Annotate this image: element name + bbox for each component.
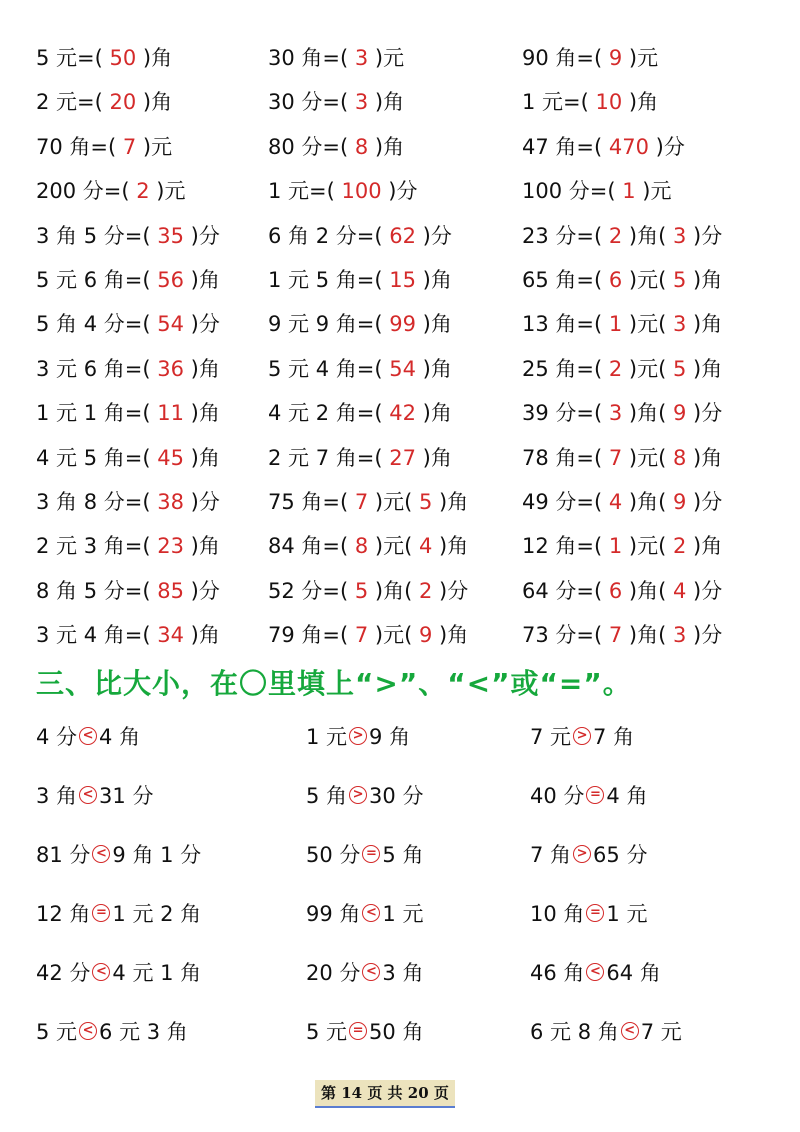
expression-text: )分 bbox=[183, 578, 220, 603]
expression-text: )角 bbox=[432, 534, 469, 559]
expression-text: 52 分=( bbox=[268, 578, 355, 603]
answer-value: 3 bbox=[673, 312, 687, 337]
left-amount: 42 分 bbox=[36, 961, 91, 985]
expression-text: 3 元 6 角=( bbox=[36, 356, 158, 381]
left-amount: 6 元 8 角 bbox=[530, 1020, 619, 1044]
right-amount: 6 元 3 角 bbox=[99, 1020, 188, 1044]
answer-value: 7 bbox=[608, 445, 623, 470]
comparison-circle: < bbox=[92, 845, 110, 863]
comparison-problem bbox=[36, 708, 140, 766]
conversion-problem bbox=[522, 80, 658, 124]
answer-value: 7 bbox=[122, 134, 137, 159]
left-amount: 50 分 bbox=[306, 843, 361, 867]
expression-text: )角 bbox=[136, 90, 173, 115]
comparison-circle: = bbox=[92, 904, 110, 922]
answer-value: 4 bbox=[419, 534, 433, 559]
expression-text: )角( bbox=[622, 223, 673, 248]
answer-value: 38 bbox=[157, 490, 184, 514]
answer-value: 15 bbox=[389, 268, 416, 292]
answer-value: 50 bbox=[109, 46, 137, 70]
conversion-problem bbox=[36, 36, 172, 80]
expression-text: )分 bbox=[686, 623, 723, 648]
answer-value: 9 bbox=[608, 46, 623, 70]
answer-value: 35 bbox=[157, 223, 184, 248]
answer-value: 34 bbox=[157, 623, 184, 648]
left-amount: 10 角 bbox=[530, 902, 585, 926]
comparison-circle: < bbox=[92, 963, 110, 981]
conversion-problem bbox=[268, 36, 404, 80]
right-amount: 9 角 bbox=[369, 725, 411, 749]
conversion-problem bbox=[268, 347, 452, 391]
expression-text: )元 bbox=[635, 179, 672, 204]
conversion-problem bbox=[268, 258, 452, 302]
answer-value: 8 bbox=[354, 134, 369, 159]
right-amount: 9 角 1 分 bbox=[112, 843, 202, 867]
comparison-problem bbox=[36, 1003, 188, 1061]
conversion-row bbox=[0, 80, 800, 124]
expression-text: 65 角=( bbox=[522, 268, 609, 292]
left-amount: 7 元 bbox=[530, 725, 572, 749]
right-amount: 50 角 bbox=[369, 1020, 424, 1044]
expression-text: )角( bbox=[622, 490, 673, 514]
answer-value: 2 bbox=[419, 578, 433, 603]
expression-text: )角 bbox=[432, 490, 469, 514]
expression-text: )元 bbox=[368, 46, 405, 70]
answer-value: 6 bbox=[608, 268, 623, 292]
conversion-problem bbox=[522, 214, 722, 258]
answer-value: 1 bbox=[622, 179, 636, 204]
expression-text: )角 bbox=[368, 134, 405, 159]
expression-text: )角 bbox=[415, 401, 452, 426]
left-amount: 12 角 bbox=[36, 902, 91, 926]
expression-text: )角( bbox=[368, 578, 419, 603]
conversion-row bbox=[0, 391, 800, 435]
comparison-circle: < bbox=[79, 786, 97, 804]
expression-text: )角 bbox=[686, 534, 723, 559]
left-amount: 5 元 bbox=[36, 1020, 78, 1044]
expression-text: )角 bbox=[183, 356, 220, 381]
answer-value: 2 bbox=[673, 534, 687, 559]
left-amount: 81 分 bbox=[36, 843, 91, 867]
expression-text: 30 角=( bbox=[268, 46, 355, 70]
answer-value: 36 bbox=[157, 356, 184, 381]
comparison-circle: < bbox=[79, 727, 97, 745]
answer-value: 3 bbox=[354, 90, 369, 115]
answer-value: 3 bbox=[608, 401, 623, 426]
conversion-problem bbox=[522, 125, 685, 169]
answer-value: 9 bbox=[419, 623, 433, 648]
conversion-problem bbox=[36, 613, 220, 657]
right-amount: 5 角 bbox=[382, 843, 424, 867]
expression-text: )元( bbox=[622, 268, 673, 292]
expression-text: )元 bbox=[149, 179, 186, 204]
expression-text: 2 元=( bbox=[36, 90, 110, 115]
right-amount: 1 元 bbox=[606, 902, 648, 926]
expression-text: 47 角=( bbox=[522, 134, 609, 159]
conversion-problem bbox=[36, 524, 220, 568]
conversion-problem bbox=[36, 347, 220, 391]
expression-text: 5 元 6 角=( bbox=[36, 268, 158, 292]
comparison-circle: < bbox=[362, 963, 380, 981]
expression-text: 3 角 8 分=( bbox=[36, 490, 158, 514]
comparison-problem bbox=[36, 885, 201, 943]
left-amount: 99 角 bbox=[306, 902, 361, 926]
comparison-row bbox=[0, 1003, 800, 1061]
conversion-row bbox=[0, 302, 800, 346]
conversion-problem bbox=[268, 391, 452, 435]
answer-value: 2 bbox=[136, 179, 150, 204]
expression-text: 5 角 4 分=( bbox=[36, 312, 158, 337]
answer-value: 5 bbox=[354, 578, 369, 603]
expression-text: )分 bbox=[686, 490, 723, 514]
comparison-problem bbox=[306, 885, 423, 943]
expression-text: 9 元 9 角=( bbox=[268, 312, 390, 337]
right-amount: 4 元 1 角 bbox=[112, 961, 202, 985]
expression-text: 6 角 2 分=( bbox=[268, 223, 390, 248]
expression-text: )元 bbox=[136, 134, 173, 159]
expression-text: )分 bbox=[183, 312, 220, 337]
answer-value: 45 bbox=[157, 445, 184, 470]
expression-text: )元 bbox=[622, 46, 659, 70]
expression-text: )分 bbox=[415, 223, 452, 248]
expression-text: )分 bbox=[648, 134, 685, 159]
expression-text: 4 元 5 角=( bbox=[36, 445, 158, 470]
left-amount: 5 元 bbox=[306, 1020, 348, 1044]
expression-text: 1 元 1 角=( bbox=[36, 401, 158, 426]
expression-text: 30 分=( bbox=[268, 90, 355, 115]
answer-value: 7 bbox=[354, 490, 369, 514]
answer-value: 470 bbox=[608, 134, 649, 159]
answer-value: 1 bbox=[608, 312, 623, 337]
expression-text: 73 分=( bbox=[522, 623, 609, 648]
expression-text: 25 角=( bbox=[522, 356, 609, 381]
comparison-circle: > bbox=[349, 786, 367, 804]
conversion-problem bbox=[522, 524, 722, 568]
conversion-problem bbox=[36, 391, 220, 435]
conversion-problem bbox=[36, 436, 220, 480]
conversion-problem bbox=[268, 302, 452, 346]
answer-value: 11 bbox=[157, 401, 184, 426]
conversion-problem bbox=[522, 169, 671, 213]
expression-text: )角 bbox=[183, 401, 220, 426]
comparison-problem bbox=[530, 944, 661, 1002]
expression-text: )角 bbox=[686, 445, 723, 470]
expression-text: 5 元=( bbox=[36, 46, 110, 70]
expression-text: )元( bbox=[622, 534, 673, 559]
conversion-row bbox=[0, 169, 800, 213]
conversion-problem bbox=[36, 480, 220, 524]
answer-value: 3 bbox=[673, 223, 687, 248]
conversion-problem bbox=[36, 214, 220, 258]
right-amount: 64 角 bbox=[606, 961, 661, 985]
expression-text: 70 角=( bbox=[36, 134, 123, 159]
answer-value: 85 bbox=[157, 578, 184, 603]
comparison-problem bbox=[530, 767, 647, 825]
expression-text: )分 bbox=[686, 223, 723, 248]
comparison-row bbox=[0, 708, 800, 766]
comparison-problem bbox=[530, 1003, 682, 1061]
comparison-circle: < bbox=[586, 963, 604, 981]
comparison-row bbox=[0, 826, 800, 884]
comparison-circle: < bbox=[621, 1022, 639, 1040]
expression-text: )元( bbox=[622, 312, 673, 337]
conversion-problem bbox=[268, 125, 404, 169]
expression-text: 39 分=( bbox=[522, 401, 609, 426]
expression-text: 200 分=( bbox=[36, 179, 137, 204]
conversion-problem bbox=[268, 80, 404, 124]
left-amount: 46 角 bbox=[530, 961, 585, 985]
expression-text: )角 bbox=[415, 445, 452, 470]
expression-text: )元( bbox=[368, 490, 419, 514]
answer-value: 2 bbox=[608, 223, 623, 248]
answer-value: 54 bbox=[157, 312, 184, 337]
conversion-problem bbox=[268, 480, 468, 524]
comparison-problem bbox=[306, 944, 423, 1002]
expression-text: )角 bbox=[686, 356, 723, 381]
answer-value: 3 bbox=[673, 623, 687, 648]
right-amount: 7 元 bbox=[640, 1020, 682, 1044]
comparison-circle: > bbox=[573, 845, 591, 863]
comparison-circle: > bbox=[349, 727, 367, 745]
expression-text: )角 bbox=[183, 268, 220, 292]
expression-text: )角( bbox=[622, 401, 673, 426]
conversion-problem bbox=[36, 80, 172, 124]
expression-text: 84 角=( bbox=[268, 534, 355, 559]
expression-text: )角 bbox=[183, 445, 220, 470]
expression-text: )角 bbox=[415, 356, 452, 381]
answer-value: 10 bbox=[595, 90, 623, 115]
conversion-row bbox=[0, 480, 800, 524]
comparison-problem bbox=[306, 826, 423, 884]
answer-value: 99 bbox=[389, 312, 416, 337]
right-amount: 30 分 bbox=[369, 784, 424, 808]
expression-text: )角 bbox=[136, 46, 173, 70]
conversion-problem bbox=[522, 36, 658, 80]
conversion-problem bbox=[268, 214, 452, 258]
answer-value: 20 bbox=[109, 90, 137, 115]
expression-text: )分 bbox=[381, 179, 418, 204]
conversion-problem bbox=[522, 258, 722, 302]
page-footer: 第 14 页 共 20 页 bbox=[315, 1080, 455, 1108]
expression-text: )元( bbox=[368, 534, 419, 559]
conversion-problem bbox=[522, 436, 722, 480]
left-amount: 20 分 bbox=[306, 961, 361, 985]
conversion-problem bbox=[36, 258, 220, 302]
expression-text: 64 分=( bbox=[522, 578, 609, 603]
conversion-problem bbox=[36, 125, 172, 169]
left-amount: 4 分 bbox=[36, 725, 78, 749]
answer-value: 6 bbox=[608, 578, 623, 603]
conversion-problem bbox=[268, 524, 468, 568]
conversion-problem bbox=[268, 569, 468, 613]
expression-text: )角 bbox=[622, 90, 659, 115]
comparison-circle: = bbox=[349, 1022, 367, 1040]
comparison-problem bbox=[530, 708, 634, 766]
conversion-row bbox=[0, 524, 800, 568]
answer-value: 1 bbox=[608, 534, 623, 559]
expression-text: 1 元 5 角=( bbox=[268, 268, 390, 292]
expression-text: )分 bbox=[183, 490, 220, 514]
expression-text: 5 元 4 角=( bbox=[268, 356, 390, 381]
right-amount: 65 分 bbox=[593, 843, 648, 867]
answer-value: 8 bbox=[673, 445, 687, 470]
left-amount: 5 角 bbox=[306, 784, 348, 808]
expression-text: )元( bbox=[368, 623, 419, 648]
expression-text: 8 角 5 分=( bbox=[36, 578, 158, 603]
comparison-problem bbox=[306, 767, 423, 825]
expression-text: )元( bbox=[622, 445, 673, 470]
answer-value: 8 bbox=[354, 534, 369, 559]
answer-value: 5 bbox=[673, 356, 687, 381]
expression-text: 78 角=( bbox=[522, 445, 609, 470]
comparison-circle: = bbox=[362, 845, 380, 863]
expression-text: )分 bbox=[183, 223, 220, 248]
conversion-row bbox=[0, 36, 800, 80]
comparison-row bbox=[0, 885, 800, 943]
answer-value: 42 bbox=[389, 401, 416, 426]
conversion-problem bbox=[522, 302, 722, 346]
conversion-problem bbox=[268, 169, 417, 213]
conversion-row bbox=[0, 436, 800, 480]
answer-value: 7 bbox=[354, 623, 369, 648]
comparison-circle: < bbox=[362, 904, 380, 922]
conversion-problem bbox=[522, 613, 722, 657]
conversion-problem bbox=[522, 569, 722, 613]
conversion-problem bbox=[36, 302, 220, 346]
expression-text: 23 分=( bbox=[522, 223, 609, 248]
conversion-problem bbox=[36, 169, 185, 213]
answer-value: 54 bbox=[389, 356, 416, 381]
comparison-problem bbox=[36, 826, 201, 884]
expression-text: )角( bbox=[622, 578, 673, 603]
right-amount: 4 角 bbox=[99, 725, 141, 749]
comparison-circle: < bbox=[79, 1022, 97, 1040]
conversion-problem bbox=[36, 569, 220, 613]
answer-value: 23 bbox=[157, 534, 184, 559]
expression-text: 1 元=( bbox=[522, 90, 596, 115]
expression-text: 12 角=( bbox=[522, 534, 609, 559]
conversion-problem bbox=[268, 436, 452, 480]
left-amount: 1 元 bbox=[306, 725, 348, 749]
conversion-problem bbox=[522, 480, 722, 524]
comparison-circle: = bbox=[586, 904, 604, 922]
right-amount: 7 角 bbox=[593, 725, 635, 749]
right-amount: 4 角 bbox=[606, 784, 648, 808]
expression-text: 49 分=( bbox=[522, 490, 609, 514]
expression-text: )角 bbox=[415, 268, 452, 292]
expression-text: )角 bbox=[686, 268, 723, 292]
comparison-exercises bbox=[0, 708, 800, 1068]
answer-value: 9 bbox=[673, 490, 687, 514]
conversion-row bbox=[0, 214, 800, 258]
left-amount: 7 角 bbox=[530, 843, 572, 867]
section-title: 三、比大小，在〇里填上“>”、“<”或“=”。 bbox=[36, 667, 632, 700]
right-amount: 31 分 bbox=[99, 784, 154, 808]
comparison-problem bbox=[530, 885, 647, 943]
comparison-problem bbox=[36, 767, 153, 825]
expression-text: 1 元=( bbox=[268, 179, 342, 204]
expression-text: )角 bbox=[183, 623, 220, 648]
expression-text: 79 角=( bbox=[268, 623, 355, 648]
expression-text: )角 bbox=[686, 312, 723, 337]
comparison-problem bbox=[306, 1003, 423, 1061]
answer-value: 5 bbox=[673, 268, 687, 292]
expression-text: 2 元 7 角=( bbox=[268, 445, 390, 470]
expression-text: 3 角 5 分=( bbox=[36, 223, 158, 248]
expression-text: )分 bbox=[432, 578, 469, 603]
answer-value: 4 bbox=[673, 578, 687, 603]
conversion-row bbox=[0, 569, 800, 613]
right-amount: 1 元 2 角 bbox=[112, 902, 202, 926]
answer-value: 2 bbox=[608, 356, 623, 381]
expression-text: 13 角=( bbox=[522, 312, 609, 337]
expression-text: 4 元 2 角=( bbox=[268, 401, 390, 426]
expression-text: 75 角=( bbox=[268, 490, 355, 514]
comparison-problem bbox=[306, 708, 410, 766]
right-amount: 3 角 bbox=[382, 961, 424, 985]
answer-value: 9 bbox=[673, 401, 687, 426]
comparison-row bbox=[0, 767, 800, 825]
conversion-row bbox=[0, 347, 800, 391]
expression-text: )元( bbox=[622, 356, 673, 381]
answer-value: 7 bbox=[608, 623, 623, 648]
conversion-row bbox=[0, 258, 800, 302]
answer-value: 3 bbox=[354, 46, 369, 70]
answer-value: 100 bbox=[341, 179, 382, 204]
conversion-row bbox=[0, 613, 800, 657]
left-amount: 3 角 bbox=[36, 784, 78, 808]
conversion-row bbox=[0, 125, 800, 169]
expression-text: )角 bbox=[368, 90, 405, 115]
comparison-problem bbox=[530, 826, 647, 884]
comparison-circle: = bbox=[586, 786, 604, 804]
answer-value: 56 bbox=[157, 268, 184, 292]
conversion-problem bbox=[522, 347, 722, 391]
expression-text: )角( bbox=[622, 623, 673, 648]
answer-value: 5 bbox=[419, 490, 433, 514]
conversion-problem bbox=[268, 613, 468, 657]
expression-text: 100 分=( bbox=[522, 179, 623, 204]
expression-text: 2 元 3 角=( bbox=[36, 534, 158, 559]
expression-text: )分 bbox=[686, 578, 723, 603]
expression-text: )角 bbox=[183, 534, 220, 559]
conversion-problem bbox=[522, 391, 722, 435]
left-amount: 40 分 bbox=[530, 784, 585, 808]
comparison-problem bbox=[36, 944, 201, 1002]
expression-text: )角 bbox=[432, 623, 469, 648]
right-amount: 1 元 bbox=[382, 902, 424, 926]
answer-value: 27 bbox=[389, 445, 416, 470]
expression-text: 80 分=( bbox=[268, 134, 355, 159]
expression-text: )分 bbox=[686, 401, 723, 426]
expression-text: 90 角=( bbox=[522, 46, 609, 70]
comparison-row bbox=[0, 944, 800, 1002]
expression-text: )角 bbox=[415, 312, 452, 337]
answer-value: 4 bbox=[608, 490, 623, 514]
comparison-circle: > bbox=[573, 727, 591, 745]
expression-text: 3 元 4 角=( bbox=[36, 623, 158, 648]
answer-value: 62 bbox=[389, 223, 416, 248]
